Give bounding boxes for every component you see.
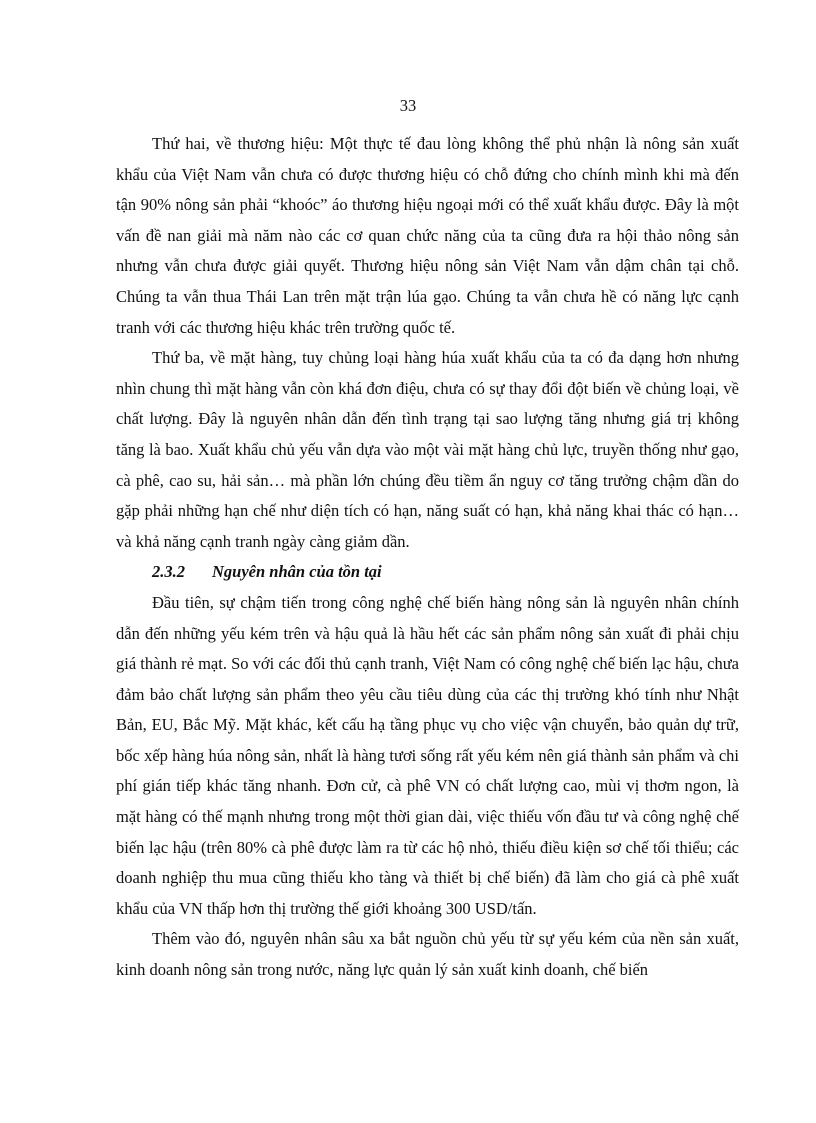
section-title: Nguyên nhân của tồn tại (212, 562, 382, 582)
section-number: 2.3.2 (152, 562, 185, 582)
paragraph-root-cause: Thêm vào đó, nguyên nhân sâu xa bắt nguồn chủ yếu từ sự yếu kém của nền sản xuất, kinh doanh nông sản trong nước, năng lực quản lý sản xuất kinh doanh, chế biến (116, 929, 739, 980)
page-number: 33 (399, 96, 417, 115)
paragraph-products: Thứ ba, về mặt hàng, tuy chủng loại hàng húa xuất khẩu của ta có đa dạng hơn nhưng nhìn chung thì mặt hàng vẫn còn khá đơn điệu, chưa có sự thay đổi đột biến về chủng loại, về chất lượng. Đây là nguyên nhân dẫn đến tình trạng tại sao lượng tăng nhưng giá trị không tăng là bao. Xuất khẩu chủ yếu vẫn dựa vào một vài mặt hàng chủ lực, truyền thống như gạo, cà phê, cao su, hải sản… mà phần lớn chúng đều tiềm ẩn nguy cơ tăng trưởng chậm dần do gặp phải những hạn chế như diện tích có hạn, năng suất có hạn, khả năng khai thác có hạn… và khả năng cạnh tranh ngày càng giảm dần. (116, 348, 739, 551)
paragraph-technology: Đầu tiên, sự chậm tiến trong công nghệ chế biến hàng nông sản là nguyên nhân chính dẫn đến những yếu kém trên và hậu quả là hầu hết các sản phẩm nông sản xuất đi phải chịu giá thành rẻ mạt. So với các đối thủ cạnh tranh, Việt Nam có công nghệ chế biến lạc hậu, chưa đảm bảo chất lượng sản phẩm theo yêu cầu tiêu dùng của các thị trường khó tính như Nhật Bản, EU, Bắc Mỹ. Mặt khác, kết cấu hạ tầng phục vụ cho việc vận chuyển, bảo quản dự trữ, bốc xếp hàng húa nông sản, nhất là hàng tươi sống rất yếu kém nên giá thành sản phẩm và chi phí gián tiếp khác tăng nhanh. Đơn cử, cà phê VN có chất lượng cao, mùi vị thơm ngon, là mặt hàng có thế mạnh nhưng trong một thời gian dài, việc thiếu vốn đầu tư và công nghệ chế biến lạc hậu (trên 80% cà phê được làm ra từ các hộ nhỏ, thiếu điều kiện sơ chế tối thiểu; các doanh nghiệp thu mua cũng thiếu kho tàng và thiết bị chế biến) đã làm cho giá cà phê xuất khẩu của VN thấp hơn thị trường thế giới khoảng 300 USD/tấn. (116, 592, 739, 918)
paragraph-brand: Thứ hai, về thương hiệu: Một thực tế đau lòng không thể phủ nhận là nông sản xuất khẩu của Việt Nam vẫn chưa có được thương hiệu có chỗ đứng cho chính mình khi mà đến tận 90% nông sản phải “khoóc” áo thương hiệu ngoại mới có thể xuất khẩu được. Đây là một vấn đề nan giải mà năm nào các cơ quan chức năng của ta cũng đưa ra hội thảo nông sản nhưng vẫn chưa được giải quyết. Thương hiệu nông sản Việt Nam vẫn dậm chân tại chỗ. Chúng ta vẫn thua Thái Lan trên mặt trận lúa gạo. Chúng ta vẫn chưa hề có năng lực cạnh tranh với các thương hiệu khác trên trường quốc tế. (116, 134, 739, 337)
body-text (116, 129, 739, 986)
section-heading (116, 557, 739, 588)
